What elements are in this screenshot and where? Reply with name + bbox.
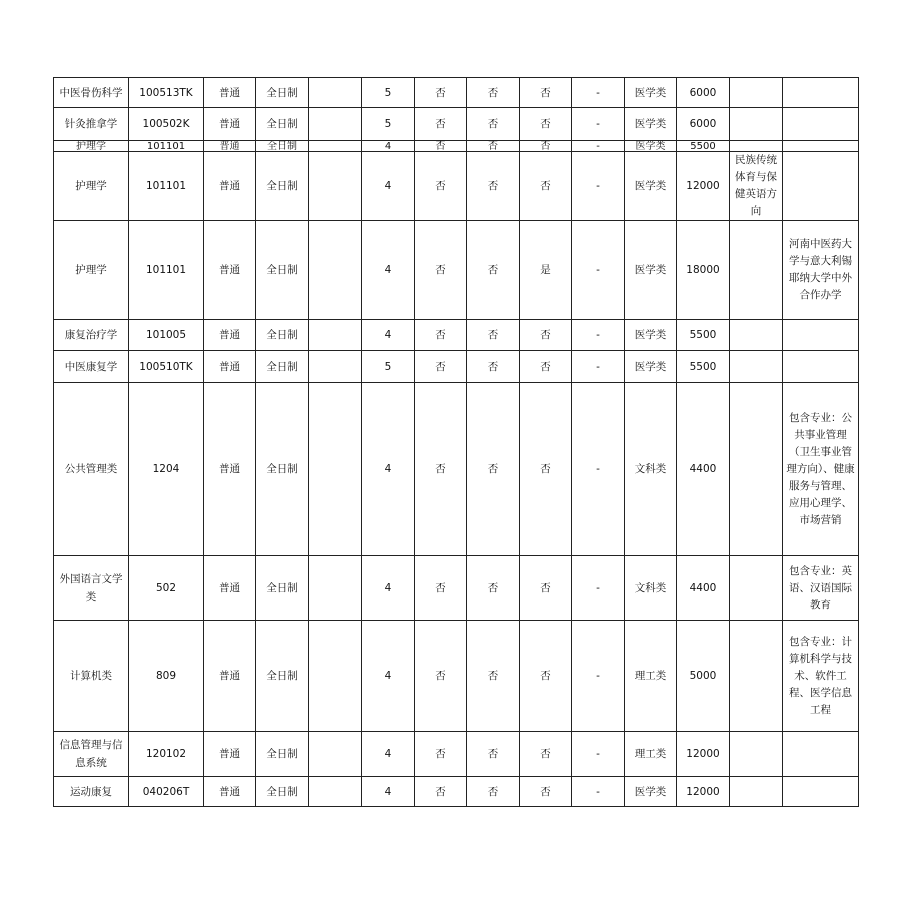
cell-c8: 否 bbox=[467, 732, 520, 777]
cell-dash: - bbox=[572, 152, 625, 221]
table-row bbox=[54, 556, 859, 621]
cell-tuition: 12000 bbox=[677, 777, 730, 807]
cell-category: 医学类 bbox=[625, 221, 677, 320]
cell-major-name: 护理学 bbox=[54, 141, 129, 152]
cell-blank bbox=[309, 141, 362, 152]
cell-sino-foreign: 否 bbox=[520, 383, 572, 556]
table-row bbox=[54, 78, 859, 108]
cell-remark-note bbox=[783, 78, 859, 108]
cell-duration: 4 bbox=[362, 777, 415, 807]
cell-c7: 否 bbox=[415, 621, 467, 732]
cell-category: 医学类 bbox=[625, 78, 677, 108]
cell-sino-foreign: 否 bbox=[520, 78, 572, 108]
cell-duration: 4 bbox=[362, 221, 415, 320]
cell-c8: 否 bbox=[467, 621, 520, 732]
cell-c8: 否 bbox=[467, 383, 520, 556]
cell-c7: 否 bbox=[415, 732, 467, 777]
table-row bbox=[54, 141, 859, 152]
cell-dash: - bbox=[572, 732, 625, 777]
cell-tuition: 12000 bbox=[677, 152, 730, 221]
cell-major-name: 信息管理与信息系统 bbox=[54, 732, 129, 777]
cell-blank bbox=[309, 556, 362, 621]
cell-dash: - bbox=[572, 108, 625, 141]
cell-tuition: 5500 bbox=[677, 351, 730, 383]
cell-category: 理工类 bbox=[625, 732, 677, 777]
cell-study-mode: 全日制 bbox=[256, 221, 309, 320]
cell-major-code: 101101 bbox=[129, 141, 204, 152]
cell-c7: 否 bbox=[415, 78, 467, 108]
cell-study-mode: 全日制 bbox=[256, 152, 309, 221]
cell-duration: 5 bbox=[362, 108, 415, 141]
cell-remark-note: 河南中医药大学与意大利锡耶纳大学中外合作办学 bbox=[783, 221, 859, 320]
cell-duration: 5 bbox=[362, 78, 415, 108]
cell-direction-note bbox=[730, 732, 783, 777]
cell-dash: - bbox=[572, 221, 625, 320]
cell-duration: 4 bbox=[362, 320, 415, 351]
cell-c7: 否 bbox=[415, 383, 467, 556]
cell-c8: 否 bbox=[467, 141, 520, 152]
cell-sino-foreign: 否 bbox=[520, 732, 572, 777]
cell-major-code: 040206T bbox=[129, 777, 204, 807]
cell-study-mode: 全日制 bbox=[256, 383, 309, 556]
cell-category: 理工类 bbox=[625, 621, 677, 732]
cell-dash: - bbox=[572, 320, 625, 351]
cell-tuition: 4400 bbox=[677, 556, 730, 621]
cell-category: 医学类 bbox=[625, 108, 677, 141]
cell-level: 普通 bbox=[204, 621, 256, 732]
cell-category: 医学类 bbox=[625, 351, 677, 383]
cell-major-code: 101005 bbox=[129, 320, 204, 351]
cell-major-name: 护理学 bbox=[54, 152, 129, 221]
cell-direction-note bbox=[730, 78, 783, 108]
cell-remark-note bbox=[783, 141, 859, 152]
cell-major-name: 公共管理类 bbox=[54, 383, 129, 556]
cell-major-code: 809 bbox=[129, 621, 204, 732]
cell-dash: - bbox=[572, 141, 625, 152]
table-row bbox=[54, 777, 859, 807]
cell-tuition: 6000 bbox=[677, 78, 730, 108]
cell-duration: 4 bbox=[362, 621, 415, 732]
cell-major-code: 100510TK bbox=[129, 351, 204, 383]
cell-blank bbox=[309, 320, 362, 351]
cell-c7: 否 bbox=[415, 221, 467, 320]
cell-blank bbox=[309, 777, 362, 807]
cell-remark-note bbox=[783, 152, 859, 221]
cell-dash: - bbox=[572, 556, 625, 621]
cell-major-name: 计算机类 bbox=[54, 621, 129, 732]
cell-level: 普通 bbox=[204, 351, 256, 383]
cell-sino-foreign: 否 bbox=[520, 152, 572, 221]
cell-tuition: 5500 bbox=[677, 141, 730, 152]
cell-blank bbox=[309, 351, 362, 383]
cell-blank bbox=[309, 78, 362, 108]
cell-c8: 否 bbox=[467, 556, 520, 621]
cell-major-name: 外国语言文学类 bbox=[54, 556, 129, 621]
cell-study-mode: 全日制 bbox=[256, 108, 309, 141]
cell-major-name: 护理学 bbox=[54, 221, 129, 320]
cell-remark-note bbox=[783, 777, 859, 807]
table-row bbox=[54, 320, 859, 351]
cell-c7: 否 bbox=[415, 777, 467, 807]
cell-direction-note bbox=[730, 383, 783, 556]
cell-direction-note bbox=[730, 141, 783, 152]
cell-dash: - bbox=[572, 383, 625, 556]
cell-study-mode: 全日制 bbox=[256, 777, 309, 807]
cell-remark-note bbox=[783, 320, 859, 351]
cell-remark-note: 包含专业：计算机科学与技术、软件工程、医学信息工程 bbox=[783, 621, 859, 732]
cell-c7: 否 bbox=[415, 320, 467, 351]
cell-blank bbox=[309, 221, 362, 320]
cell-direction-note bbox=[730, 777, 783, 807]
cell-remark-note bbox=[783, 351, 859, 383]
cell-c8: 否 bbox=[467, 152, 520, 221]
cell-tuition: 18000 bbox=[677, 221, 730, 320]
cell-sino-foreign: 否 bbox=[520, 351, 572, 383]
cell-sino-foreign: 否 bbox=[520, 556, 572, 621]
cell-major-name: 中医骨伤科学 bbox=[54, 78, 129, 108]
cell-c7: 否 bbox=[415, 351, 467, 383]
cell-major-name: 康复治疗学 bbox=[54, 320, 129, 351]
cell-sino-foreign: 否 bbox=[520, 141, 572, 152]
cell-blank bbox=[309, 732, 362, 777]
cell-tuition: 5000 bbox=[677, 621, 730, 732]
cell-tuition: 5500 bbox=[677, 320, 730, 351]
cell-category: 文科类 bbox=[625, 383, 677, 556]
cell-major-code: 101101 bbox=[129, 221, 204, 320]
cell-level: 普通 bbox=[204, 320, 256, 351]
cell-remark-note: 包含专业：英语、汉语国际教育 bbox=[783, 556, 859, 621]
cell-c7: 否 bbox=[415, 108, 467, 141]
cell-major-code: 502 bbox=[129, 556, 204, 621]
cell-duration: 4 bbox=[362, 141, 415, 152]
cell-remark-note bbox=[783, 732, 859, 777]
cell-c8: 否 bbox=[467, 221, 520, 320]
cell-dash: - bbox=[572, 621, 625, 732]
cell-major-name: 针灸推拿学 bbox=[54, 108, 129, 141]
cell-sino-foreign: 否 bbox=[520, 777, 572, 807]
cell-duration: 4 bbox=[362, 556, 415, 621]
cell-category: 文科类 bbox=[625, 556, 677, 621]
table-row bbox=[54, 108, 859, 141]
cell-level: 普通 bbox=[204, 556, 256, 621]
cell-dash: - bbox=[572, 78, 625, 108]
cell-study-mode: 全日制 bbox=[256, 732, 309, 777]
cell-duration: 4 bbox=[362, 383, 415, 556]
cell-direction-note bbox=[730, 556, 783, 621]
cell-direction-note bbox=[730, 221, 783, 320]
cell-level: 普通 bbox=[204, 78, 256, 108]
cell-remark-note bbox=[783, 108, 859, 141]
cell-blank bbox=[309, 108, 362, 141]
cell-major-name: 运动康复 bbox=[54, 777, 129, 807]
cell-tuition: 4400 bbox=[677, 383, 730, 556]
cell-category: 医学类 bbox=[625, 152, 677, 221]
cell-level: 普通 bbox=[204, 152, 256, 221]
cell-direction-note bbox=[730, 621, 783, 732]
cell-blank bbox=[309, 621, 362, 732]
cell-sino-foreign: 否 bbox=[520, 621, 572, 732]
cell-direction-note bbox=[730, 320, 783, 351]
cell-tuition: 12000 bbox=[677, 732, 730, 777]
cell-major-code: 100502K bbox=[129, 108, 204, 141]
table-row bbox=[54, 221, 859, 320]
cell-remark-note: 包含专业：公共事业管理（卫生事业管理方向）、健康服务与管理、应用心理学、市场营销 bbox=[783, 383, 859, 556]
cell-level: 普通 bbox=[204, 108, 256, 141]
cell-category: 医学类 bbox=[625, 141, 677, 152]
cell-dash: - bbox=[572, 777, 625, 807]
cell-c8: 否 bbox=[467, 351, 520, 383]
cell-sino-foreign: 否 bbox=[520, 108, 572, 141]
cell-category: 医学类 bbox=[625, 777, 677, 807]
cell-major-code: 100513TK bbox=[129, 78, 204, 108]
cell-level: 普通 bbox=[204, 732, 256, 777]
cell-c7: 否 bbox=[415, 152, 467, 221]
cell-direction-note: 民族传统体育与保健英语方向 bbox=[730, 152, 783, 221]
cell-c8: 否 bbox=[467, 777, 520, 807]
cell-level: 普通 bbox=[204, 383, 256, 556]
cell-c7: 否 bbox=[415, 141, 467, 152]
table-row bbox=[54, 383, 859, 556]
cell-blank bbox=[309, 152, 362, 221]
table-row bbox=[54, 351, 859, 383]
cell-level: 普通 bbox=[204, 221, 256, 320]
cell-level: 普通 bbox=[204, 141, 256, 152]
cell-duration: 5 bbox=[362, 351, 415, 383]
cell-study-mode: 全日制 bbox=[256, 621, 309, 732]
cell-study-mode: 全日制 bbox=[256, 141, 309, 152]
cell-major-code: 101101 bbox=[129, 152, 204, 221]
table-row bbox=[54, 621, 859, 732]
cell-duration: 4 bbox=[362, 152, 415, 221]
cell-c8: 否 bbox=[467, 78, 520, 108]
cell-sino-foreign: 否 bbox=[520, 320, 572, 351]
cell-study-mode: 全日制 bbox=[256, 78, 309, 108]
cell-dash: - bbox=[572, 351, 625, 383]
cell-major-code: 1204 bbox=[129, 383, 204, 556]
cell-study-mode: 全日制 bbox=[256, 351, 309, 383]
cell-c8: 否 bbox=[467, 320, 520, 351]
cell-c7: 否 bbox=[415, 556, 467, 621]
cell-study-mode: 全日制 bbox=[256, 556, 309, 621]
cell-category: 医学类 bbox=[625, 320, 677, 351]
cell-major-code: 120102 bbox=[129, 732, 204, 777]
cell-c8: 否 bbox=[467, 108, 520, 141]
cell-duration: 4 bbox=[362, 732, 415, 777]
cell-major-name: 中医康复学 bbox=[54, 351, 129, 383]
table-row bbox=[54, 732, 859, 777]
cell-blank bbox=[309, 383, 362, 556]
cell-direction-note bbox=[730, 351, 783, 383]
cell-tuition: 6000 bbox=[677, 108, 730, 141]
table-row bbox=[54, 152, 859, 221]
cell-level: 普通 bbox=[204, 777, 256, 807]
cell-sino-foreign: 是 bbox=[520, 221, 572, 320]
cell-study-mode: 全日制 bbox=[256, 320, 309, 351]
cell-direction-note bbox=[730, 108, 783, 141]
program-table bbox=[53, 77, 859, 807]
